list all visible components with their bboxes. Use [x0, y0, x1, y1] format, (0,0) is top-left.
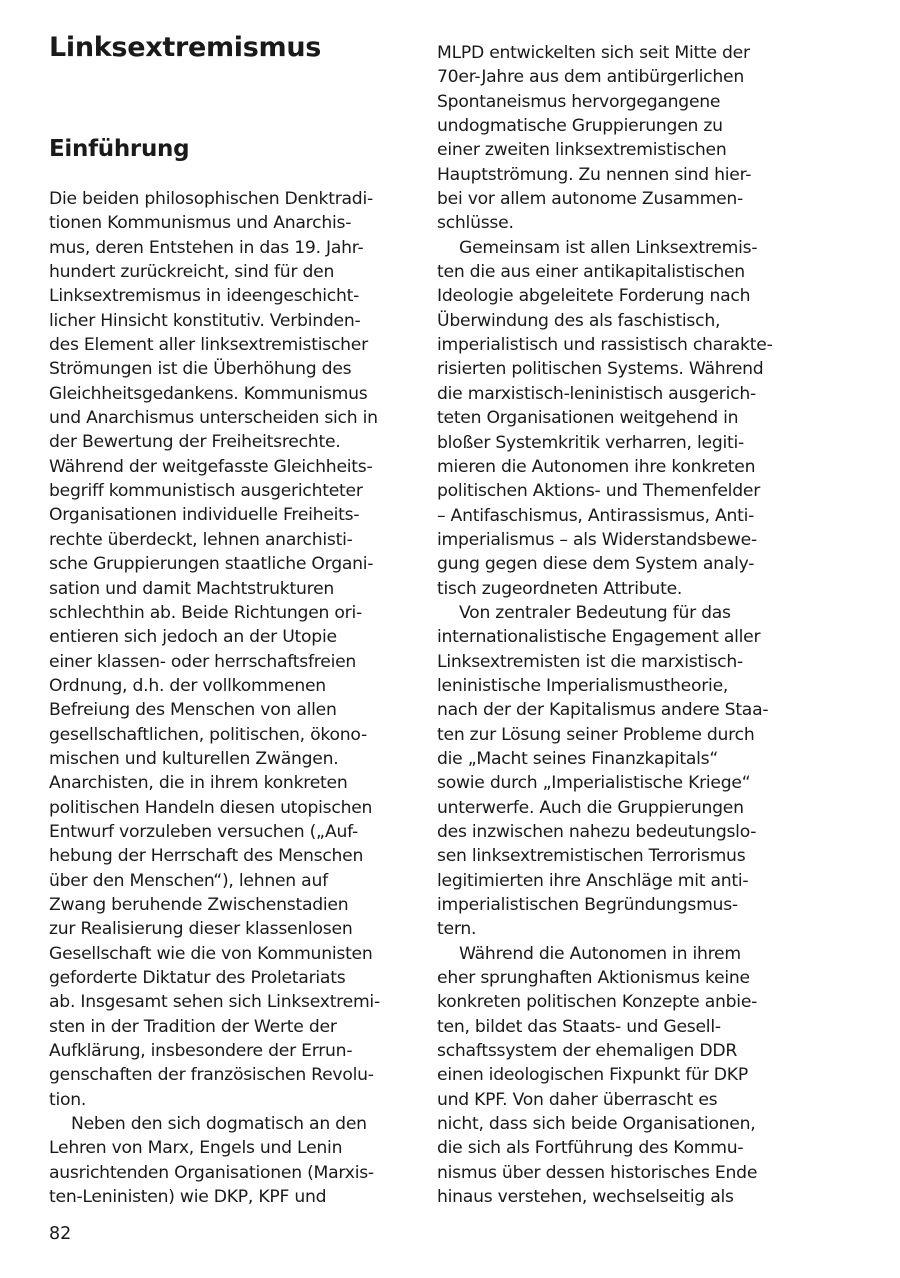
- text-line: sche Gruppierungen staatliche Organi-: [49, 554, 374, 575]
- text-line: sen linksextremistischen Terrorismus: [437, 846, 746, 867]
- text-line: sowie durch „Imperialistische Kriege“: [437, 773, 751, 794]
- text-line: mus, deren Entstehen in das 19. Jahr-: [49, 237, 364, 258]
- text-line: leninistische Imperialismustheorie,: [437, 675, 729, 696]
- text-line: hinaus verstehen, wechselseitig als: [437, 1187, 734, 1208]
- text-line: schlechthin ab. Beide Richtungen ori-: [49, 602, 362, 623]
- text-line: Zwang beruhende Zwischenstadien: [49, 894, 349, 915]
- text-line: mischen und kulturellen Zwängen.: [49, 748, 339, 769]
- text-line: der Bewertung der Freiheitsrechte.: [49, 432, 341, 453]
- text-line: Neben den sich dogmatisch an den: [71, 1114, 367, 1135]
- text-line: undogmatische Gruppierungen zu: [437, 116, 723, 137]
- text-line: ten die aus einer antikapitalistischen: [437, 262, 745, 283]
- text-line: licher Hinsicht konstitutiv. Verbinden-: [49, 310, 361, 331]
- text-line: Überwindung des als faschistisch,: [437, 310, 721, 331]
- text-line: imperialismus – als Widerstandsbewe-: [437, 529, 757, 550]
- text-line: Gemeinsam ist allen Linksextremis-: [459, 237, 758, 258]
- text-line: begriff kommunistisch ausgerichteter: [49, 481, 363, 502]
- text-line: risierten politischen Systems. Während: [437, 359, 764, 380]
- text-line: unterwerfe. Auch die Gruppierungen: [437, 797, 744, 818]
- text-line: hebung der Herrschaft des Menschen: [49, 846, 364, 867]
- text-line: hundert zurückreicht, sind für den: [49, 262, 335, 283]
- text-line: Organisationen individuelle Freiheits-: [49, 505, 360, 526]
- text-line: sten in der Tradition der Werte der: [49, 1016, 337, 1037]
- text-line: genschaften der französischen Revolu-: [49, 1065, 374, 1086]
- text-line: die „Macht seines Finanzkapitals“: [437, 748, 718, 769]
- text-line: Anarchisten, die in ihrem konkreten: [49, 773, 348, 794]
- text-line: ausrichtenden Organisationen (Marxis-: [49, 1162, 374, 1183]
- text-line: geforderte Diktatur des Proletariats: [49, 968, 346, 988]
- text-line: imperialistischen Begründungsmus-: [437, 895, 738, 916]
- text-line: tisch zugeordneten Attribute.: [437, 578, 683, 599]
- text-line: des Element aller linksextremistischer: [49, 335, 368, 356]
- text-line: des inzwischen nahezu bedeutungslo-: [437, 822, 757, 842]
- text-line: gung gegen diese dem System analy-: [437, 554, 755, 575]
- text-line: Ordnung, d.h. der vollkommenen: [49, 675, 326, 696]
- text-line: Aufklärung, insbesondere der Errun-: [49, 1041, 353, 1062]
- text-line: Strömungen ist die Überhöhung des: [49, 359, 352, 380]
- text-line: konkreten politischen Konzepte anbie-: [437, 992, 758, 1013]
- text-line: ab. Insgesamt sehen sich Linksextremi-: [49, 992, 380, 1013]
- text-line: die sich als Fortführung des Kommu-: [437, 1138, 744, 1159]
- text-line: Ideologie abgeleitete Forderung nach: [437, 286, 751, 307]
- text-line: Entwurf vorzuleben versuchen („Auf-: [49, 821, 358, 842]
- text-line: ten zur Lösung seiner Probleme durch: [437, 724, 755, 745]
- text-line: politischen Aktions- und Themenfelder: [437, 481, 761, 502]
- text-line: sation und damit Machtstrukturen: [49, 578, 335, 599]
- text-line: MLPD entwickelten sich seit Mitte der: [437, 43, 750, 63]
- text-line: tionen Kommunismus und Anarchis-: [49, 213, 352, 234]
- text-line: Die beiden philosophischen Denktradi-: [49, 189, 373, 209]
- page-number: 82: [49, 1224, 72, 1244]
- text-line: legitimierten ihre Anschläge mit anti-: [437, 870, 749, 891]
- page-title: Linksextremismus: [49, 32, 322, 63]
- text-line: Befreiung des Menschen von allen: [49, 700, 337, 721]
- text-line: teten Organisationen weitgehend in: [437, 408, 739, 429]
- text-line: Hauptströmung. Zu nennen sind hier-: [437, 164, 752, 185]
- text-line: Linksextremismus in ideengeschicht-: [49, 286, 360, 307]
- text-line: nicht, dass sich beide Organisationen,: [437, 1114, 756, 1135]
- text-line: bei vor allem autonome Zusammen-: [437, 189, 743, 210]
- text-line: rechte überdeckt, lehnen anarchisti-: [49, 529, 353, 550]
- text-line: und KPF. Von daher überrascht es: [437, 1089, 718, 1110]
- text-line: nismus über dessen historisches Ende: [437, 1162, 758, 1183]
- text-line: schaftssystem der ehemaligen DDR: [437, 1041, 738, 1062]
- text-line: und Anarchismus unterscheiden sich in: [49, 408, 378, 429]
- text-line: einen ideologischen Fixpunkt für DKP: [437, 1065, 748, 1086]
- text-line: Von zentraler Bedeutung für das: [459, 602, 731, 623]
- text-line: internationalistische Engagement aller: [437, 627, 761, 648]
- text-line: Gesellschaft wie die von Kommunisten: [49, 943, 373, 964]
- text-line: Lehren von Marx, Engels und Lenin: [49, 1138, 343, 1159]
- text-line: einer klassen- oder herrschaftsfreien: [49, 651, 357, 672]
- section-heading: Einführung: [49, 136, 190, 162]
- text-line: imperialistisch und rassistisch charakte-: [437, 335, 773, 356]
- text-line: – Antifaschismus, Antirassismus, Anti-: [437, 505, 755, 526]
- right-text-column: [437, 41, 797, 1210]
- text-line: tern.: [437, 919, 477, 940]
- text-line: zur Realisierung dieser klassenlosen: [49, 919, 353, 940]
- text-line: ten-Leninisten) wie DKP, KPF und: [49, 1187, 327, 1208]
- text-line: Gleichheitsgedankens. Kommunismus: [49, 383, 368, 404]
- text-line: tion.: [49, 1089, 87, 1110]
- text-line: Während die Autonomen in ihrem: [459, 943, 741, 964]
- text-line: eher sprunghaften Aktionismus keine: [437, 968, 750, 989]
- text-line: politischen Handeln diesen utopischen: [49, 797, 373, 818]
- text-line: Spontaneismus hervorgegangene: [437, 91, 721, 112]
- text-line: gesellschaftlichen, politischen, ökono-: [49, 724, 367, 745]
- text-line: 70er-Jahre aus dem antibürgerlichen: [437, 67, 744, 88]
- text-line: nach der der Kapitalismus andere Staa-: [437, 700, 769, 721]
- text-line: entieren sich jedoch an der Utopie: [49, 627, 337, 648]
- text-line: bloßer Systemkritik verharren, legiti-: [437, 432, 744, 453]
- text-line: Während der weitgefasste Gleichheits-: [49, 456, 373, 477]
- text-line: schlüsse.: [437, 213, 514, 234]
- text-line: ten, bildet das Staats- und Gesell-: [437, 1016, 721, 1037]
- text-line: mieren die Autonomen ihre konkreten: [437, 456, 756, 477]
- text-line: über den Menschen“), lehnen auf: [49, 870, 328, 891]
- text-line: die marxistisch-leninistisch ausgerich-: [437, 383, 756, 404]
- text-line: Linksextremisten ist die marxistisch-: [437, 651, 743, 672]
- left-text-column: [49, 187, 409, 1209]
- text-line: einer zweiten linksextremistischen: [437, 140, 727, 161]
